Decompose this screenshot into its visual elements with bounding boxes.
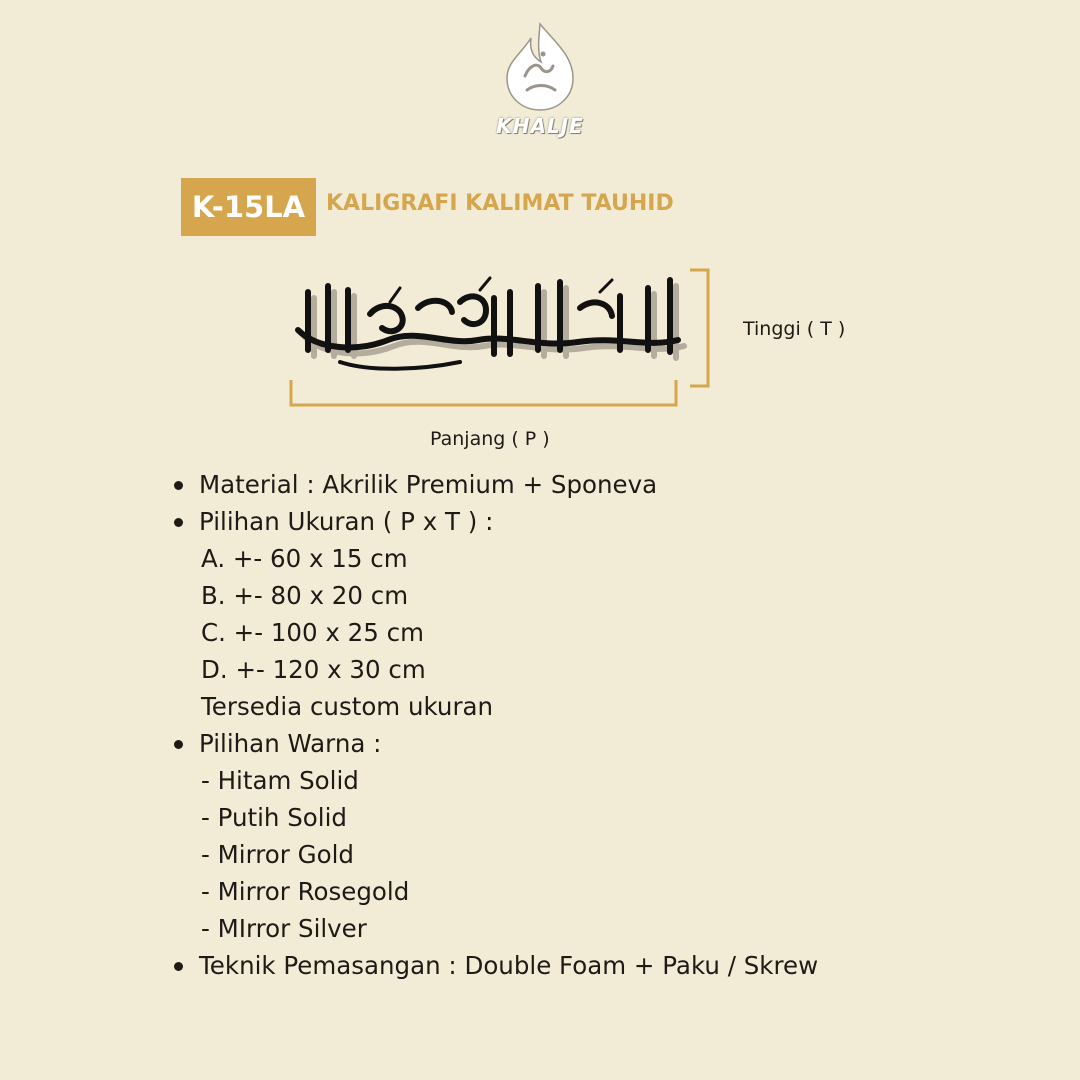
color-option: - Hitam Solid <box>201 766 359 795</box>
spec-color-heading: Pilihan Warna : <box>172 725 1032 762</box>
spec-material: Material : Akrilik Premium + Sponeva <box>172 466 1032 503</box>
flame-logo-icon <box>485 18 595 118</box>
length-bracket <box>291 380 676 405</box>
custom-size-note: Tersedia custom ukuran <box>201 692 494 721</box>
length-label: Panjang ( P ) <box>430 428 550 450</box>
spec-list <box>172 466 1032 984</box>
size-option: D. +- 120 x 30 cm <box>201 655 426 684</box>
size-option: A. +- 60 x 15 cm <box>201 544 408 573</box>
height-label: Tinggi ( T ) <box>743 318 846 340</box>
product-code-badge: K-15LA <box>181 178 316 236</box>
spec-mounting: Teknik Pemasangan : Double Foam + Paku / Skrew <box>172 947 1032 984</box>
size-option: C. +- 100 x 25 cm <box>201 618 424 647</box>
product-title: KALIGRAFI KALIMAT TAUHID <box>326 191 674 216</box>
size-option: B. +- 80 x 20 cm <box>201 581 409 610</box>
brand-logo <box>485 18 595 148</box>
brand-logo-text: KHALJE <box>496 114 584 138</box>
color-option: - MIrror Silver <box>201 914 367 943</box>
color-option: - Mirror Gold <box>201 840 354 869</box>
color-option: - Putih Solid <box>201 803 347 832</box>
calligraphy-illustration <box>280 262 720 412</box>
height-bracket <box>690 270 708 386</box>
color-option: - Mirror Rosegold <box>201 877 410 906</box>
spec-size-heading: Pilihan Ukuran ( P x T ) : <box>172 503 1032 540</box>
